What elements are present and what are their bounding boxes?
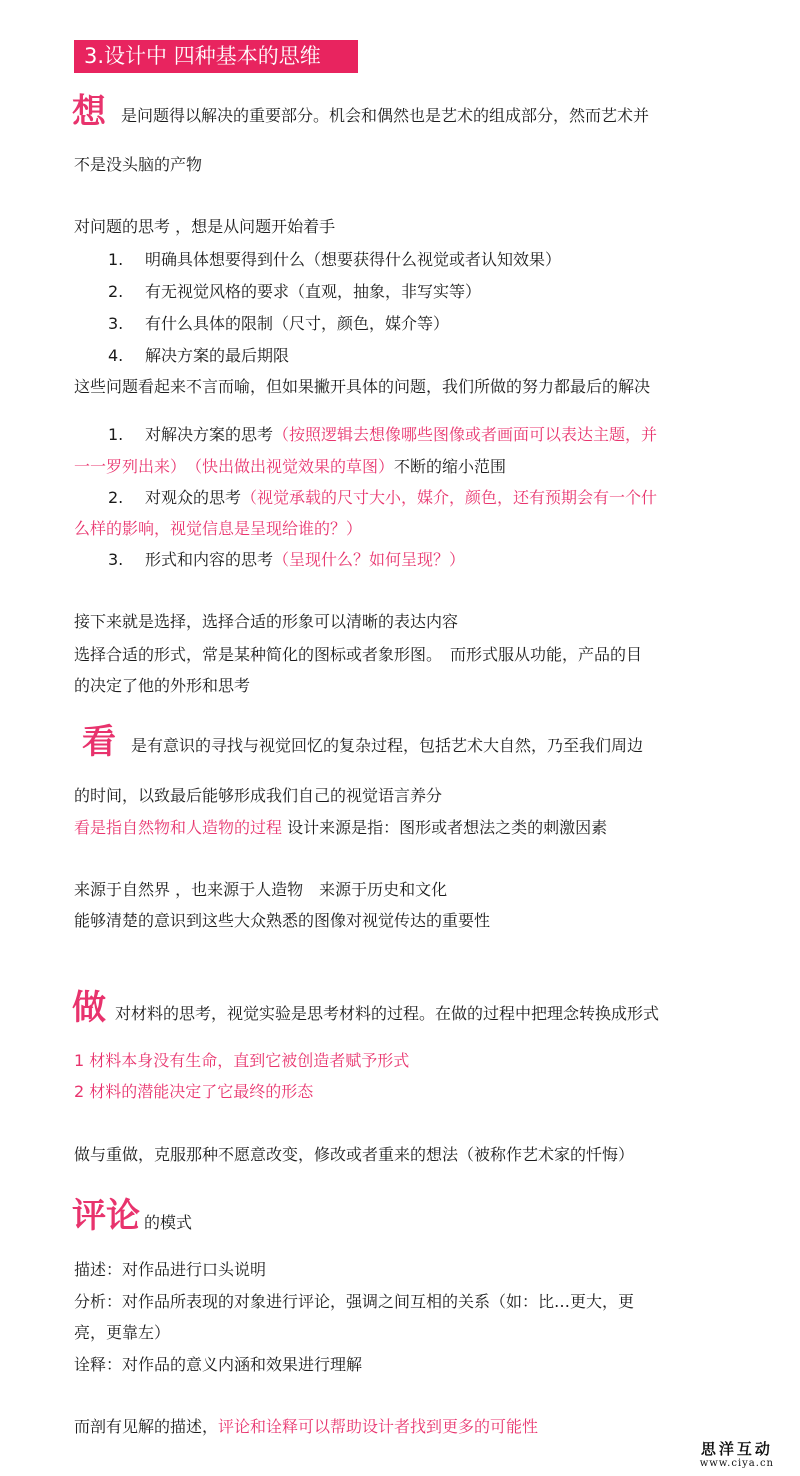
list-item-text: 对解决方案的思考 xyxy=(145,425,274,444)
list-item-highlight: （呈现什么？如何呈现？） xyxy=(273,550,466,569)
see-lead-text: 设计来源是指：图形或者想法之类的刺激因素 xyxy=(282,818,608,837)
critique-interpret: 诠释：对作品的意义内涵和效果进行理解 xyxy=(74,1355,363,1374)
watermark-logo xyxy=(700,1441,774,1470)
list-item-continuation: 么样的影响，视觉信息是呈现给谁的？） xyxy=(74,519,363,538)
choose-line-3: 的决定了他的外形和思考 xyxy=(74,676,251,695)
choose-line-2: 选择合适的形式，常是某种简化的图标或者象形图。 而形式服从功能，产品的目 xyxy=(74,645,643,664)
watermark-main: 思洋互动 xyxy=(700,1440,773,1458)
list-number: 2. xyxy=(108,488,124,507)
critique-closing-highlight: 评论和诠释可以帮助设计者找到更多的可能性 xyxy=(218,1417,539,1436)
list-item-text: 对观众的思考 xyxy=(145,488,242,507)
list-item: 有无视觉风格的要求（直观，抽象，非写实等） xyxy=(145,282,482,301)
critique-closing-text: 而剖有见解的描述， xyxy=(74,1417,219,1436)
do-redo: 做与重做，克服那种不愿意改变，修改或者重来的想法（被称作艺术家的忏悔） xyxy=(74,1145,635,1164)
list-item: 解决方案的最后期限 xyxy=(145,346,290,365)
think-summary: 这些问题看起来不言而喻，但如果撇开具体的问题，我们所做的努力都最后的解决 xyxy=(74,377,651,396)
watermark-url: www.ciya.cn xyxy=(699,1458,774,1469)
list-item: 有什么具体的限制（尺寸，颜色，媒介等） xyxy=(145,314,450,333)
critique-describe: 描述：对作品进行口头说明 xyxy=(74,1260,267,1279)
list-number: 2. xyxy=(108,282,124,301)
see-lead-highlight: 看是指自然物和人造物的过程 xyxy=(74,818,283,837)
think-lead: 对问题的思考 ，想是从问题开始着手 xyxy=(74,217,336,236)
think-intro-line-2: 不是没头脑的产物 xyxy=(74,155,203,174)
critique-analyze-1: 分析：对作品所表现的对象进行评论，强调之间互相的关系（如：比…更大，更 xyxy=(74,1292,635,1311)
do-heading-char: 做 xyxy=(72,988,106,1028)
see-intro-line-1: 是有意识的寻找与视觉回忆的复杂过程，包括艺术大自然，乃至我们周边 xyxy=(131,736,644,755)
list-number: 4. xyxy=(108,346,124,365)
list-item xyxy=(145,425,657,445)
list-number: 1. xyxy=(108,250,124,269)
list-item-text: 形式和内容的思考 xyxy=(145,550,274,569)
list-number: 3. xyxy=(108,314,124,333)
choose-line-1: 接下来就是选择，选择合适的形象可以清晰的表达内容 xyxy=(74,612,459,631)
critique-suffix: 的模式 xyxy=(144,1213,193,1232)
section-title: 3.设计中 四种基本的思维 xyxy=(74,40,358,73)
critique-heading-chars: 评论 xyxy=(72,1196,140,1236)
see-awareness: 能够清楚的意识到这些大众熟悉的图像对视觉传达的重要性 xyxy=(74,911,491,930)
see-source: 来源于自然界 ，也来源于人造物 来源于历史和文化 xyxy=(74,880,448,899)
do-point-2: 2 材料的潜能决定了它最终的形态 xyxy=(74,1082,314,1101)
think-intro-line-1: 是问题得以解决的重要部分。机会和偶然也是艺术的组成部分，然而艺术并 xyxy=(121,106,650,125)
do-intro: 对材料的思考，视觉实验是思考材料的过程。在做的过程中把理念转换成形式 xyxy=(115,1004,660,1023)
see-lead xyxy=(74,818,607,838)
list-item-highlight: （按照逻辑去想像哪些图像或者画面可以表达主题，并 xyxy=(273,425,658,444)
list-item-highlight: 一一罗列出来） （快出做出视觉效果的草图） xyxy=(74,457,395,476)
list-item xyxy=(145,550,465,570)
list-number: 1. xyxy=(108,425,124,444)
think-heading-char: 想 xyxy=(72,92,106,132)
see-intro-line-2: 的时间，以致最后能够形成我们自己的视觉语言养分 xyxy=(74,786,443,805)
list-number: 3. xyxy=(108,550,124,569)
critique-analyze-2: 亮，更靠左） xyxy=(74,1323,171,1342)
list-item-highlight: （视觉承载的尺寸大小，媒介，颜色，还有预期会有一个什 xyxy=(241,488,658,507)
do-point-1: 1 材料本身没有生命，直到它被创造者赋予形式 xyxy=(74,1051,410,1070)
list-item-text: 不断的缩小范围 xyxy=(394,457,507,476)
list-item-continuation xyxy=(74,457,506,477)
list-item: 明确具体想要得到什么（想要获得什么视觉或者认知效果） xyxy=(145,250,562,269)
see-heading-char: 看 xyxy=(82,722,116,762)
critique-closing xyxy=(74,1417,538,1437)
list-item xyxy=(145,488,657,508)
